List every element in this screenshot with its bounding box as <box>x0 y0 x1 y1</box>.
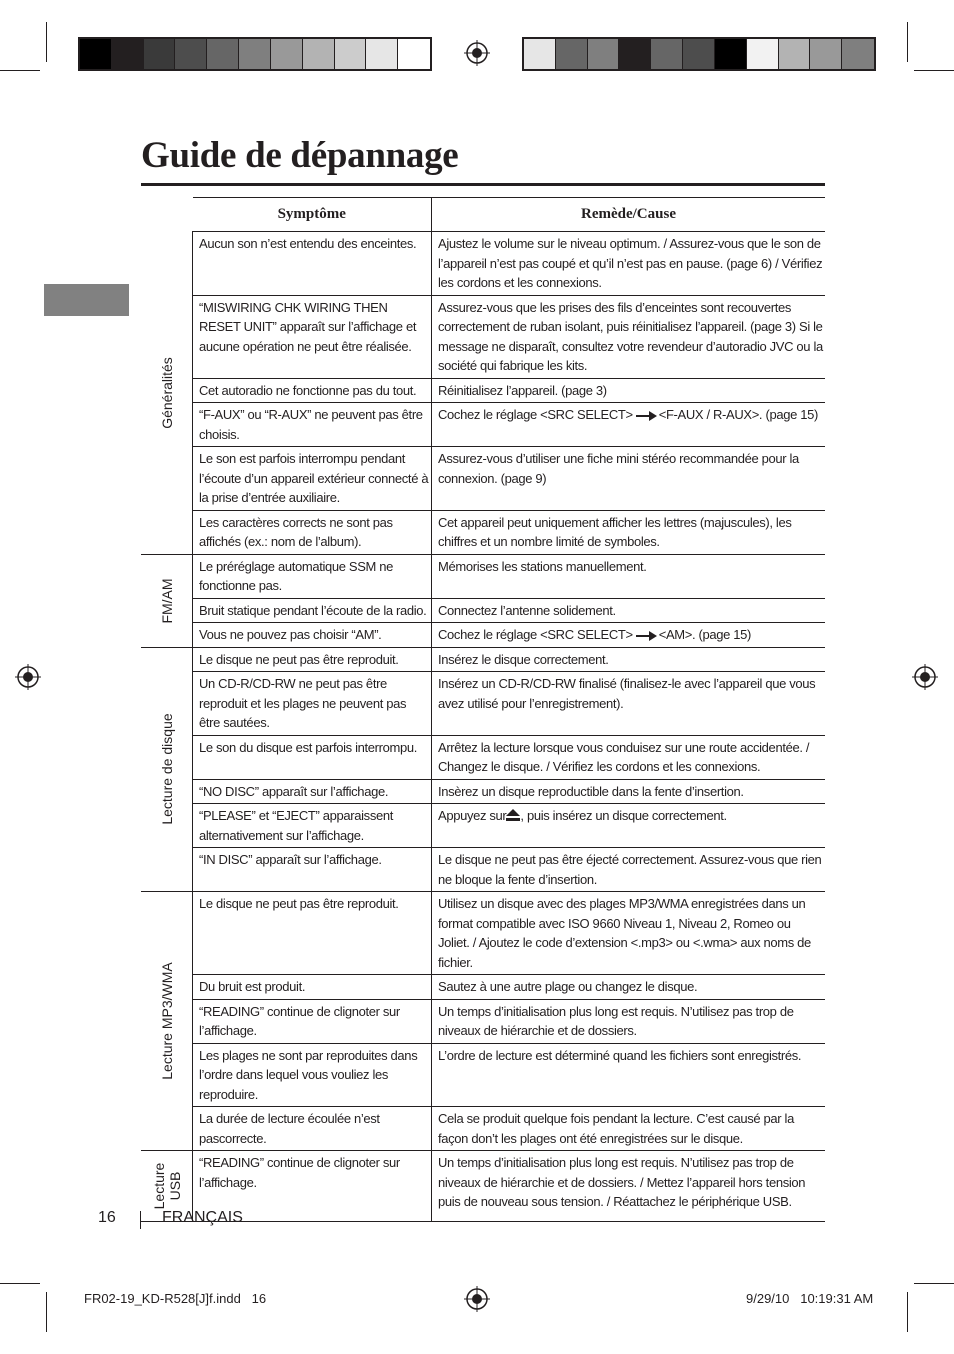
remedy-text: , puis insérez un disque correctement. <box>520 808 727 823</box>
table-row <box>141 892 825 975</box>
symptom-cell: “PLEASE” et “EJECT” apparaissent alternativement sur l’affichage. <box>193 804 432 848</box>
symptom-cell: Le disque ne peut pas être reproduit. <box>193 647 432 672</box>
color-swatch <box>398 39 430 69</box>
table-row <box>141 1151 825 1222</box>
color-swatch <box>366 39 398 69</box>
category-label: Lecture MP3/WMA <box>158 962 175 1080</box>
color-swatch <box>112 39 144 69</box>
remedy-cell: Sautez à une autre plage ou changez le disque. <box>432 975 826 1000</box>
registration-mark-icon <box>912 664 938 690</box>
category-label-line: Lecture <box>150 1162 167 1210</box>
symptom-cell: Le préréglage automatique SSM ne fonctionne pas. <box>193 554 432 598</box>
remedy-text: <F-AUX / R-AUX>. (page 15) <box>658 407 818 422</box>
color-swatch <box>556 39 588 69</box>
eject-icon <box>506 809 520 821</box>
remedy-cell: Insérez un CD-R/CD-RW finalisé (finalisez-le avec l’appareil que vous avez utilisé pour l’enregistrement). <box>432 672 826 736</box>
symptom-cell: “READING” continue de clignoter sur l’affichage. <box>193 1151 432 1222</box>
color-swatch <box>303 39 335 69</box>
table-row <box>141 598 825 623</box>
header-symptom: Symptôme <box>193 198 432 232</box>
print-slug-date: 9/29/10 10:19:31 AM <box>746 1291 874 1306</box>
color-swatch <box>651 39 683 69</box>
table-row <box>141 554 825 598</box>
troubleshooting-table <box>141 197 825 1222</box>
page-title: Guide de dépannage <box>141 135 459 176</box>
remedy-text: Cochez le réglage <SRC SELECT> <box>438 627 633 642</box>
remedy-cell: Connectez l’antenne solidement. <box>432 598 826 623</box>
remedy-cell: Insèrez un disque reproductible dans la fente d’insertion. <box>432 779 826 804</box>
symptom-cell: Du bruit est produit. <box>193 975 432 1000</box>
color-swatch <box>683 39 715 69</box>
color-swatch <box>619 39 651 69</box>
header-remedy: Remède/Cause <box>432 198 826 232</box>
table-row <box>141 779 825 804</box>
table-row <box>141 378 825 403</box>
remedy-cell: Assurez-vous d’utiliser une fiche mini stéréo recommandée pour la connexion. (page 9) <box>432 447 826 511</box>
print-slug-file: FR02-19_KD-R528[J]f.indd 16 <box>84 1291 267 1306</box>
crop-mark <box>907 1292 908 1332</box>
remedy-text: <AM>. (page 15) <box>658 627 752 642</box>
page-number: 16 <box>98 1209 116 1226</box>
symptom-cell: Cet autoradio ne fonctionne pas du tout. <box>193 378 432 403</box>
registration-mark-icon <box>464 40 490 66</box>
symptom-cell: Le son est parfois interrompu pendant l’écoute d’un appareil extérieur connecté à la prise d’entrée auxiliaire. <box>193 447 432 511</box>
table-row <box>141 848 825 892</box>
symptom-cell: “READING” continue de clignoter sur l’affichage. <box>193 999 432 1043</box>
title-rule <box>141 183 825 186</box>
footer-language: FRANÇAIS <box>162 1209 243 1226</box>
remedy-cell: Le disque ne peut pas être éjecté correctement. Assurez-vous que rien ne bloque la fente d’insertion. <box>432 848 826 892</box>
table-row <box>141 510 825 554</box>
crop-mark <box>0 70 40 71</box>
crop-mark <box>907 22 908 62</box>
symptom-cell: “NO DISC” apparaît sur l’affichage. <box>193 779 432 804</box>
table-row <box>141 232 825 296</box>
footer-separator <box>140 1211 141 1229</box>
remedy-cell: Cela se produit quelque fois pendant la lecture. C’est causé par la façon don’t les plages ont été enregistrées sur le disque. <box>432 1107 826 1151</box>
remedy-text: Appuyez sur <box>438 808 507 823</box>
color-swatch <box>271 39 303 69</box>
remedy-cell: Arrêtez la lecture lorsque vous conduisez sur une route accidentée. / Changez le disque. / Vérifiez les cordons et les connexions. <box>432 735 826 779</box>
registration-mark-icon <box>464 1286 490 1312</box>
color-swatch <box>810 39 842 69</box>
table-header-row <box>141 198 825 232</box>
color-swatch <box>524 39 556 69</box>
remedy-cell: Un temps d’initialisation plus long est requis. N’utilisez pas trop de niveaux de hiérarchie et de dossiers. <box>432 999 826 1043</box>
crop-mark <box>46 1292 47 1332</box>
color-bar-right <box>522 37 876 71</box>
header-blank <box>141 198 193 232</box>
remedy-cell <box>432 403 826 447</box>
category-label: FM/AM <box>158 577 175 624</box>
symptom-cell: “IN DISC” apparaît sur l’affichage. <box>193 848 432 892</box>
symptom-cell: Les caractères corrects ne sont pas affichés (ex.: nom de l’album). <box>193 510 432 554</box>
crop-mark <box>46 22 47 62</box>
symptom-cell: La durée de lecture écoulée n’est pascorrecte. <box>193 1107 432 1151</box>
table-row <box>141 647 825 672</box>
symptom-cell: “F-AUX” ou “R-AUX” ne peuvent pas être choisis. <box>193 403 432 447</box>
arrow-right-icon <box>635 631 657 641</box>
remedy-cell: Assurez-vous que les prises des fils d’enceintes sont recouvertes correctement de ruban isolant, puis réinitialisez l’appareil. (page 3) Si le message ne disparaît, consultez votre revendeur d’autoradio JVC ou la société qui fabrique les kits. <box>432 295 826 378</box>
category-cell <box>141 647 193 892</box>
symptom-cell: Un CD-R/CD-RW ne peut pas être reproduit et les plages ne peuvent pas être sautées. <box>193 672 432 736</box>
table-row <box>141 447 825 511</box>
symptom-cell: Bruit statique pendant l’écoute de la radio. <box>193 598 432 623</box>
remedy-cell: Mémorises les stations manuellement. <box>432 554 826 598</box>
symptom-cell: Le disque ne peut pas être reproduit. <box>193 892 432 975</box>
category-label <box>151 1163 183 1210</box>
crop-mark <box>0 1283 40 1284</box>
color-swatch <box>588 39 620 69</box>
remedy-cell: Utilisez un disque avec des plages MP3/WMA enregistrées dans un format compatible avec ISO 9660 Niveau 1, Niveau 2, Romeo ou Joliet. / Ajoutez le code d’extension <.mp3> ou <.wma> aux noms de fichier. <box>432 892 826 975</box>
color-bar-left <box>78 37 432 71</box>
table-row <box>141 295 825 378</box>
table-row <box>141 403 825 447</box>
category-label-line: USB <box>166 1171 183 1201</box>
table-row <box>141 623 825 648</box>
color-swatch <box>747 39 779 69</box>
table-row <box>141 975 825 1000</box>
category-label: Généralités <box>158 356 175 429</box>
language-side-tab <box>44 284 129 316</box>
symptom-cell: Les plages ne sont par reproduites dans l’ordre dans lequel vous vouliez les reproduire. <box>193 1043 432 1107</box>
color-swatch <box>715 39 747 69</box>
table-row <box>141 672 825 736</box>
remedy-cell: Insérez le disque correctement. <box>432 647 826 672</box>
category-cell <box>141 232 193 555</box>
color-swatch <box>80 39 112 69</box>
remedy-cell: L’ordre de lecture est déterminé quand les fichiers sont enregistrés. <box>432 1043 826 1107</box>
category-label: Lecture de disque <box>158 713 175 825</box>
symptom-cell: “MISWIRING CHK WIRING THEN RESET UNIT” apparaît sur l’affichage et aucune opération ne peut être réalisée. <box>193 295 432 378</box>
table-row <box>141 1043 825 1107</box>
symptom-cell: Le son du disque est parfois interrompu. <box>193 735 432 779</box>
crop-mark <box>914 1283 954 1284</box>
registration-mark-icon <box>15 664 41 690</box>
color-swatch <box>842 39 874 69</box>
table-row <box>141 735 825 779</box>
remedy-cell <box>432 623 826 648</box>
color-swatch <box>335 39 367 69</box>
crop-mark <box>914 70 954 71</box>
category-cell <box>141 554 193 647</box>
remedy-cell: Un temps d’initialisation plus long est requis. N’utilisez pas trop de niveaux de hiérarchie et de dossiers. / Mettez l’appareil hors tension puis de nouveau sous tension. / Réattachez le périphérique USB. <box>432 1151 826 1222</box>
table-row <box>141 1107 825 1151</box>
color-swatch <box>144 39 176 69</box>
table-row <box>141 999 825 1043</box>
symptom-cell: Aucun son n’est entendu des enceintes. <box>193 232 432 296</box>
color-swatch <box>779 39 811 69</box>
remedy-text: Cochez le réglage <SRC SELECT> <box>438 407 633 422</box>
category-cell <box>141 892 193 1151</box>
remedy-cell: Réinitialisez l’appareil. (page 3) <box>432 378 826 403</box>
symptom-cell: Vous ne pouvez pas choisir “AM”. <box>193 623 432 648</box>
color-swatch <box>207 39 239 69</box>
table-row <box>141 804 825 848</box>
color-swatch <box>239 39 271 69</box>
remedy-cell: Cet appareil peut uniquement afficher les lettres (majuscules), les chiffres et un nombre limité de symboles. <box>432 510 826 554</box>
color-swatch <box>175 39 207 69</box>
arrow-right-icon <box>635 411 657 421</box>
remedy-cell <box>432 804 826 848</box>
remedy-cell: Ajustez le volume sur le niveau optimum. / Assurez-vous que le son de l’appareil n’est pas coupé et qu’il n’est pas en pause. (page 6) / Vérifiez les cordons et les connexions. <box>432 232 826 296</box>
